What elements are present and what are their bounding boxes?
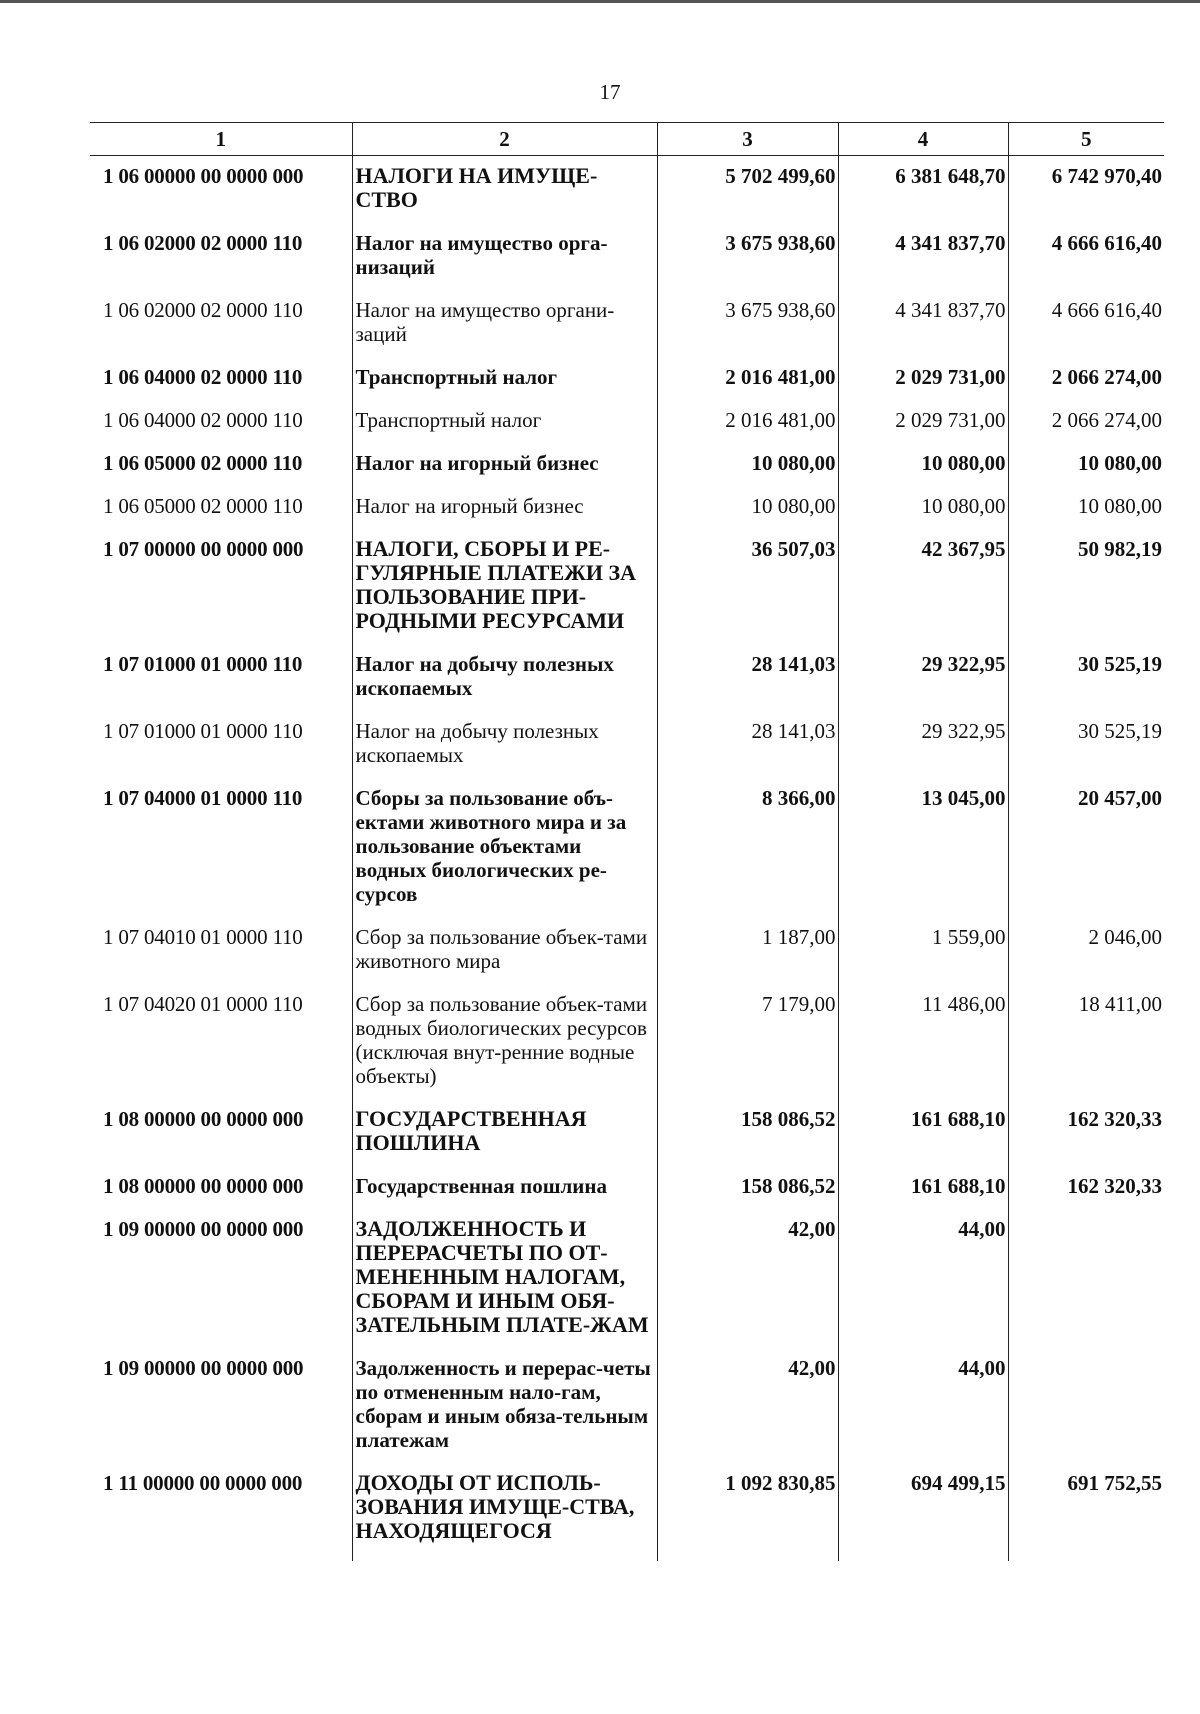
value-col4-cell: 161 688,10 — [838, 1107, 1008, 1174]
value-col4-cell: 42 367,95 — [838, 537, 1008, 652]
value-col5-cell: 6 742 970,40 — [1008, 156, 1164, 232]
value-col3-cell: 1 187,00 — [657, 925, 838, 992]
value-col4-cell: 4 341 837,70 — [838, 231, 1008, 298]
revenue-name-cell: Налог на имущество органи-заций — [352, 298, 657, 365]
table-row — [90, 1471, 1164, 1561]
value-col5-cell: 2 046,00 — [1008, 925, 1164, 992]
value-col4-cell: 10 080,00 — [838, 494, 1008, 537]
scan-top-edge — [0, 0, 1200, 3]
value-col3-cell: 28 141,03 — [657, 652, 838, 719]
value-col4-cell: 29 322,95 — [838, 652, 1008, 719]
value-col5-cell: 2 066 274,00 — [1008, 365, 1164, 408]
revenue-name-cell: Задолженность и перерас-четы по отмененным нало-гам, сборам и иным обяза-тельным платежам — [352, 1356, 657, 1471]
table-row — [90, 156, 1164, 232]
classification-code-cell: 1 07 01000 01 0000 110 — [103, 719, 303, 743]
table-row — [90, 494, 1164, 537]
classification-code-cell: 1 06 04000 02 0000 110 — [103, 365, 303, 389]
revenue-name-cell: ГОСУДАРСТВЕННАЯ ПОШЛИНА — [352, 1107, 657, 1174]
value-col3-cell: 8 366,00 — [657, 786, 838, 925]
value-col3-cell: 5 702 499,60 — [657, 156, 838, 232]
classification-code-cell: 1 06 05000 02 0000 110 — [103, 494, 303, 518]
revenue-name-cell: Налог на добычу полезных ископаемых — [352, 652, 657, 719]
value-col5-cell — [1008, 1217, 1164, 1356]
revenue-table — [90, 122, 1164, 1561]
page-number: 17 — [599, 80, 621, 104]
table-row — [90, 719, 1164, 786]
classification-code-cell: 1 06 04000 02 0000 110 — [103, 408, 303, 432]
column-header-3: 3 — [657, 123, 838, 156]
revenue-name-cell: Транспортный налог — [352, 365, 657, 408]
value-col3-cell: 7 179,00 — [657, 992, 838, 1107]
value-col4-cell: 44,00 — [838, 1217, 1008, 1356]
table-body — [90, 156, 1164, 1562]
revenue-name-cell: Государственная пошлина — [352, 1174, 657, 1217]
column-header-5: 5 — [1008, 123, 1164, 156]
value-col3-cell: 10 080,00 — [657, 451, 838, 494]
value-col3-cell: 36 507,03 — [657, 537, 838, 652]
revenue-name-cell: НАЛОГИ, СБОРЫ И РЕ-ГУЛЯРНЫЕ ПЛАТЕЖИ ЗА ПОЛЬЗОВАНИЕ ПРИ-РОДНЫМИ РЕСУРСАМИ — [352, 537, 657, 652]
classification-code-cell: 1 11 00000 00 0000 000 — [103, 1471, 303, 1495]
classification-code-cell: 1 07 04000 01 0000 110 — [103, 786, 303, 810]
classification-code-cell: 1 06 02000 02 0000 110 — [103, 231, 303, 255]
revenue-name-cell: НАЛОГИ НА ИМУЩЕ-СТВО — [352, 156, 657, 232]
classification-code-cell: 1 07 01000 01 0000 110 — [103, 652, 303, 676]
value-col4-cell: 2 029 731,00 — [838, 365, 1008, 408]
table-row — [90, 298, 1164, 365]
revenue-name-cell: ЗАДОЛЖЕННОСТЬ И ПЕРЕРАСЧЕТЫ ПО ОТ-МЕНЕННЫМ НАЛОГАМ, СБОРАМ И ИНЫМ ОБЯ-ЗАТЕЛЬНЫМ ПЛАТЕ-ЖАМ — [352, 1217, 657, 1356]
value-col5-cell: 30 525,19 — [1008, 719, 1164, 786]
value-col3-cell: 3 675 938,60 — [657, 231, 838, 298]
column-header-1: 1 — [90, 123, 352, 156]
classification-code-cell: 1 09 00000 00 0000 000 — [103, 1356, 304, 1380]
value-col4-cell: 13 045,00 — [838, 786, 1008, 925]
table-row — [90, 1356, 1164, 1471]
table-row — [90, 365, 1164, 408]
value-col4-cell: 4 341 837,70 — [838, 298, 1008, 365]
value-col5-cell: 50 982,19 — [1008, 537, 1164, 652]
value-col4-cell: 161 688,10 — [838, 1174, 1008, 1217]
value-col3-cell: 1 092 830,85 — [657, 1471, 838, 1561]
table-row — [90, 992, 1164, 1107]
table-row — [90, 451, 1164, 494]
table-row — [90, 231, 1164, 298]
value-col5-cell: 20 457,00 — [1008, 786, 1164, 925]
table-header-row — [90, 123, 1164, 156]
revenue-name-cell: Налог на игорный бизнес — [352, 451, 657, 494]
value-col5-cell: 691 752,55 — [1008, 1471, 1164, 1561]
classification-code-cell: 1 07 04010 01 0000 110 — [103, 925, 303, 949]
value-col5-cell: 2 066 274,00 — [1008, 408, 1164, 451]
value-col3-cell: 2 016 481,00 — [657, 408, 838, 451]
table-row — [90, 1107, 1164, 1174]
table-row — [90, 925, 1164, 992]
revenue-name-cell: Транспортный налог — [352, 408, 657, 451]
table-row — [90, 652, 1164, 719]
revenue-name-cell: Налог на имущество орга-низаций — [352, 231, 657, 298]
value-col4-cell: 10 080,00 — [838, 451, 1008, 494]
value-col5-cell: 4 666 616,40 — [1008, 231, 1164, 298]
revenue-name-cell: Налог на игорный бизнес — [352, 494, 657, 537]
value-col3-cell: 2 016 481,00 — [657, 365, 838, 408]
table-row — [90, 1174, 1164, 1217]
table-row — [90, 537, 1164, 652]
value-col3-cell: 158 086,52 — [657, 1174, 838, 1217]
revenue-name-cell: Сбор за пользование объек-тами животного мира — [352, 925, 657, 992]
value-col5-cell: 10 080,00 — [1008, 451, 1164, 494]
table-row — [90, 786, 1164, 925]
classification-code-cell: 1 08 00000 00 0000 000 — [103, 1174, 304, 1198]
classification-code-cell: 1 07 00000 00 0000 000 — [103, 537, 304, 561]
revenue-name-cell: Сбор за пользование объек-тами водных биологических ресурсов (исключая внут-ренние водные объекты) — [352, 992, 657, 1107]
column-header-4: 4 — [838, 123, 1008, 156]
value-col4-cell: 6 381 648,70 — [838, 156, 1008, 232]
revenue-name-cell: Сборы за пользование объ-ектами животного мира и за пользование объектами водных биологических ре-сурсов — [352, 786, 657, 925]
value-col5-cell — [1008, 1356, 1164, 1471]
value-col5-cell: 18 411,00 — [1008, 992, 1164, 1107]
revenue-name-cell: Налог на добычу полезных ископаемых — [352, 719, 657, 786]
classification-code-cell: 1 06 02000 02 0000 110 — [103, 298, 303, 322]
value-col3-cell: 42,00 — [657, 1217, 838, 1356]
value-col3-cell: 28 141,03 — [657, 719, 838, 786]
value-col4-cell: 29 322,95 — [838, 719, 1008, 786]
value-col3-cell: 158 086,52 — [657, 1107, 838, 1174]
classification-code-cell: 1 06 00000 00 0000 000 — [103, 164, 304, 188]
column-header-2: 2 — [352, 123, 657, 156]
table-row — [90, 408, 1164, 451]
classification-code-cell: 1 08 00000 00 0000 000 — [103, 1107, 304, 1131]
classification-code-cell: 1 06 05000 02 0000 110 — [103, 451, 303, 475]
value-col4-cell: 694 499,15 — [838, 1471, 1008, 1561]
value-col4-cell: 11 486,00 — [838, 992, 1008, 1107]
value-col5-cell: 162 320,33 — [1008, 1174, 1164, 1217]
value-col3-cell: 10 080,00 — [657, 494, 838, 537]
value-col3-cell: 3 675 938,60 — [657, 298, 838, 365]
classification-code-cell: 1 09 00000 00 0000 000 — [103, 1217, 304, 1241]
value-col4-cell: 1 559,00 — [838, 925, 1008, 992]
value-col4-cell: 2 029 731,00 — [838, 408, 1008, 451]
value-col5-cell: 162 320,33 — [1008, 1107, 1164, 1174]
revenue-name-cell: ДОХОДЫ ОТ ИСПОЛЬ-ЗОВАНИЯ ИМУЩЕ-СТВА, НАХОДЯЩЕГОСЯ — [352, 1471, 657, 1561]
value-col5-cell: 10 080,00 — [1008, 494, 1164, 537]
table-row — [90, 1217, 1164, 1356]
value-col5-cell: 30 525,19 — [1008, 652, 1164, 719]
value-col3-cell: 42,00 — [657, 1356, 838, 1471]
classification-code-cell: 1 07 04020 01 0000 110 — [103, 992, 303, 1016]
value-col5-cell: 4 666 616,40 — [1008, 298, 1164, 365]
value-col4-cell: 44,00 — [838, 1356, 1008, 1471]
